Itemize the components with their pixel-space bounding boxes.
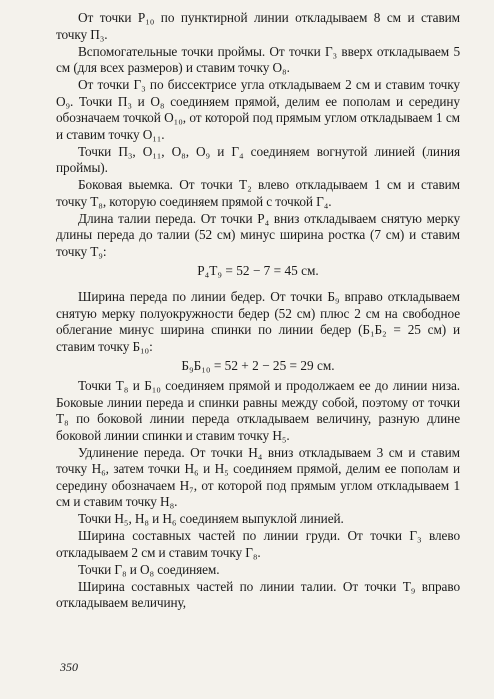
paragraph: От точки Г₃ по биссектрисе угла откладываем 2 см и ставим точку О₉. Точки П₃ и О₈ соединяем прямой, делим ее пополам и середину обозначаем точкой О₁₀, от которой под прямым углом откладываем 1 см и ставим точку О₁₁. bbox=[56, 77, 460, 142]
paragraph: Ширина переда по линии бедер. От точки Б₉ вправо откладываем снятую мерку полуокружности бедер (52 см) плюс 2 см на свободное облегание минус ширина спинки по линии бедер (Б₁Б₂ = 25 см) и ставим точку Б₁₀: bbox=[56, 289, 460, 354]
paragraph: Точки Г₈ и О₈ соединяем. bbox=[78, 561, 220, 577]
formula: Б₉Б₁₀ = 52 + 2 − 25 = 29 см. bbox=[181, 358, 335, 373]
paragraph: Точки П₃, О₁₁, О₈, О₉ и Г₄ соединяем вогнутой линией (линия проймы). bbox=[56, 143, 460, 175]
paragraph: Ширина составных частей по линии груди. От точки Г₃ влево откладываем 2 см и ставим точку Г₈. bbox=[56, 528, 460, 560]
paragraph: Точки Н₅, Н₈ и Н₆ соединяем выпуклой линией. bbox=[78, 511, 344, 526]
paragraph: От точки P₁₀ по пунктирной линии откладываем 8 см и ставим точку П₃. bbox=[56, 10, 460, 42]
paragraph: Длина талии переда. От точки Р₄ вниз откладываем снятую мерку длины переда до талии (52 см) минус ширина ростка (7 см) и ставим точку Т₉: bbox=[56, 210, 460, 259]
paragraph: Ширина составных частей по линии талии. От точки Т₉ вправо откладываем величину, bbox=[56, 578, 460, 610]
paragraph: Вспомогательные точки проймы. От точки Г₃ вверх откладываем 5 см (для всех размеров) и ставим точку О₈. bbox=[56, 43, 460, 75]
paragraph: Удлинение переда. От точки Н₄ вниз откладываем 3 см и ставим точку Н₆, затем точки Н₆ и Н₅ соединяем прямой, делим ее пополам и середину обозначаем Н₇, от которой под прямым углом откладываем 1 см и ставим точку Н₈. bbox=[56, 444, 460, 509]
paragraph: Точки Т₈ и Б₁₀ соединяем прямой и продолжаем ее до линии низа. Боковые линии переда и спинки равны между собой, поэтому от точки Т₈ по боковой линии переда откладываем величину, разную длине боковой линии спинки и ставим точку Н₅. bbox=[56, 378, 460, 443]
paragraph: Боковая выемка. От точки Т₂ влево откладываем 1 см и ставим точку Т₈, которую соединяем прямой с точкой Г₄. bbox=[56, 177, 460, 209]
page-number: 350 bbox=[60, 660, 78, 674]
formula: Р₄Т₉ = 52 − 7 = 45 см. bbox=[197, 263, 319, 278]
